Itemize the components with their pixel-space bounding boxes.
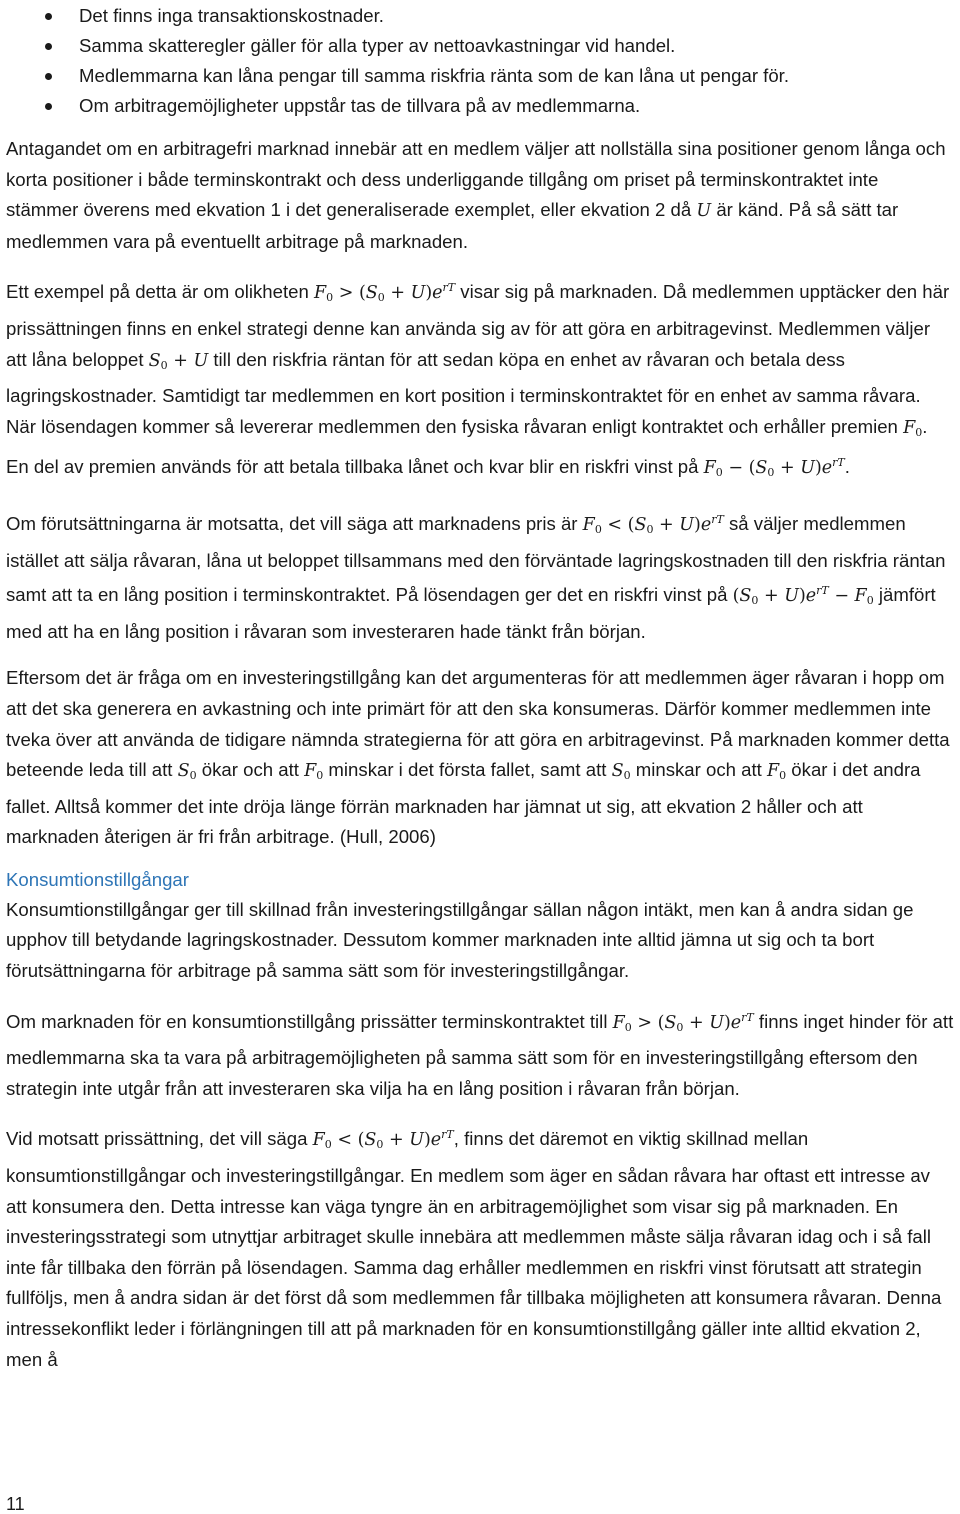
page-number: 11 [6,1494,25,1514]
math-inequality: $F_0 > (S_0 + U)e^{rT}$ [612,1010,754,1034]
paragraph: Ett exempel på detta är om olikheten $F_0 > (S_0 + U)e^{rT}$ visar sig på marknaden. Då medlemmen upptäcker den här prissättningen finns en enkel strategi denne kan använda sig av för att göra en arbitragevinst. Medlemmen väljer att låna beloppet $S_0 + U$ till den riskfria räntan för att sedan köpa en enhet av råvaran och betala dess lagringskostnader. Samtidigt tar medlemmen en kort position i terminskontraktet för en enhet av samma råvara. När lösendagen kommer så levererar medlemmen den fysiska råvaran enligt kontraktet och erhåller premien $F_0$. En del av premien används för att betala tillbaka lånet och kvar blir en riskfri vinst på $F_0 - (S_0 + U)e^{rT}$. [6,281,950,480]
list-item: Samma skatteregler gäller för alla typer av nettoavkastningar vid handel. [6,31,954,61]
math-inequality: $F_0 < (S_0 + U)e^{rT}$ [312,1128,454,1152]
section-heading: Konsumtionstillgångar [6,868,189,890]
assumption-list [6,1,954,121]
paragraph: Antagandet om en arbitragefri marknad innebär att en medlem väljer att nollställa sina positioner genom långa och korta positioner i både terminskontrakt och dess underliggande tillgång om priset på terminskontraktet inte stämmer överens med ekvation 1 i det generaliserade exemplet, eller ekvation 2 då U är känd. På så sätt tar medlemmen vara på eventuellt arbitrage på marknaden. [6,138,946,252]
math-profit: $F_0 - (S_0 + U)e^{rT}$ [703,456,845,480]
math-S0: $S_0$ [177,761,197,783]
math-inequality: $F_0 > (S_0 + U)e^{rT}$ [314,281,456,305]
paragraph: Om marknaden för en konsumtionstillgång prissätter terminskontraktet till $F_0 > (S_0 + U)e^{rT}$ finns inget hinder för att medlemmarna ska ta vara på arbitragemöjligheten på samma sätt som för en investeringstillgång eftersom den strategin inte utgår från att investeraren ska vilja ha en lång position i råvaran från början. [6,1010,954,1099]
list-item: Om arbitragemöjligheter uppstår tas de tillvara på av medlemmarna. [6,91,954,121]
math-F0: $F_0$ [766,761,787,783]
page-content [6,0,954,1375]
math-U: U [696,201,712,222]
paragraph: Vid motsatt prissättning, det vill säga $F_0 < (S_0 + U)e^{rT}$, finns det däremot en viktig skillnad mellan konsumtionstillgångar och investeringstillgångar. En medlem som äger en sådan råvara har oftast ett intresse av att konsumera den. Detta intresse kan väga tyngre än en arbitragemöjlighet som visar sig på marknaden. En investeringsstrategi som utnyttjar arbitraget skulle innebära att medlemmen måste sälja råvaran idag och i så fall inte får tillbaka den förrän på lösendagen. Samma dag erhåller medlemmen en riskfri vinst förutsatt att strategin fullföljs, men å andra sidan är det först då som medlemmen får tillbaka möjligheten att konsumera råvaran. Denna intressekonflikt leder i förlängningen till att på marknaden för en konsumtionstillgång gäller inte alltid ekvation 2, men å [6,1128,942,1370]
math-sum: $S_0 + U$ [148,350,209,372]
math-profit: $(S_0 + U)e^{rT} - F_0$ [732,584,874,608]
list-item: Medlemmarna kan låna pengar till samma riskfria ränta som de kan låna ut pengar för. [6,61,954,91]
paragraph: Om förutsättningarna är motsatta, det vill säga att marknadens pris är $F_0 < (S_0 + U)e^{rT}$ så väljer medlemmen istället att sälja råvaran, låna ut beloppet tillsammans med den förväntade lagringskostnaden till den riskfria räntan samt att ta en lång position i terminskontraktet. På lösendagen ger det en riskfri vinst på $(S_0 + U)e^{rT} - F_0$ jämfört med att ha en lång position i råvaran som investeraren hade tänkt från början. [6,512,946,642]
list-item: Det finns inga transaktionskostnader. [6,1,954,31]
paragraph: Konsumtionstillgångar ger till skillnad från investeringstillgångar sällan någon intäkt, men kan å andra sidan ge upphov till betydande lagringskostnader. Dessutom kommer marknaden inte alltid jämna ut sig och ta bort förutsättningarna för arbitrage på samma sätt som för investeringstillgångar. [6,898,914,982]
paragraph: Eftersom det är fråga om en investeringstillgång kan det argumenteras för att medlemmen äger råvaran i hopp om att det ska generera en avkastning och inte primärt för att den ska konsumeras. Därför kommer medlemmen inte tveka över att använda de tidigare nämnda strategierna för att göra en arbitragevinst. På marknaden kommer detta beteende leda till att $S_0$ ökar och att $F_0$ minskar i det första fallet, samt att $S_0$ minskar och att $F_0$ ökar i det andra fallet. Alltså kommer det inte dröja länge förrän marknaden har jämnat ut sig, att ekvation 2 håller och att marknaden återigen är fri från arbitrage. (Hull, 2006) [6,667,950,848]
math-F0: $F_0$ [304,761,324,783]
math-inequality: $F_0 < (S_0 + U)e^{rT}$ [582,512,724,536]
math-S0: $S_0$ [611,761,631,783]
math-F0: $F_0$ [903,417,923,439]
